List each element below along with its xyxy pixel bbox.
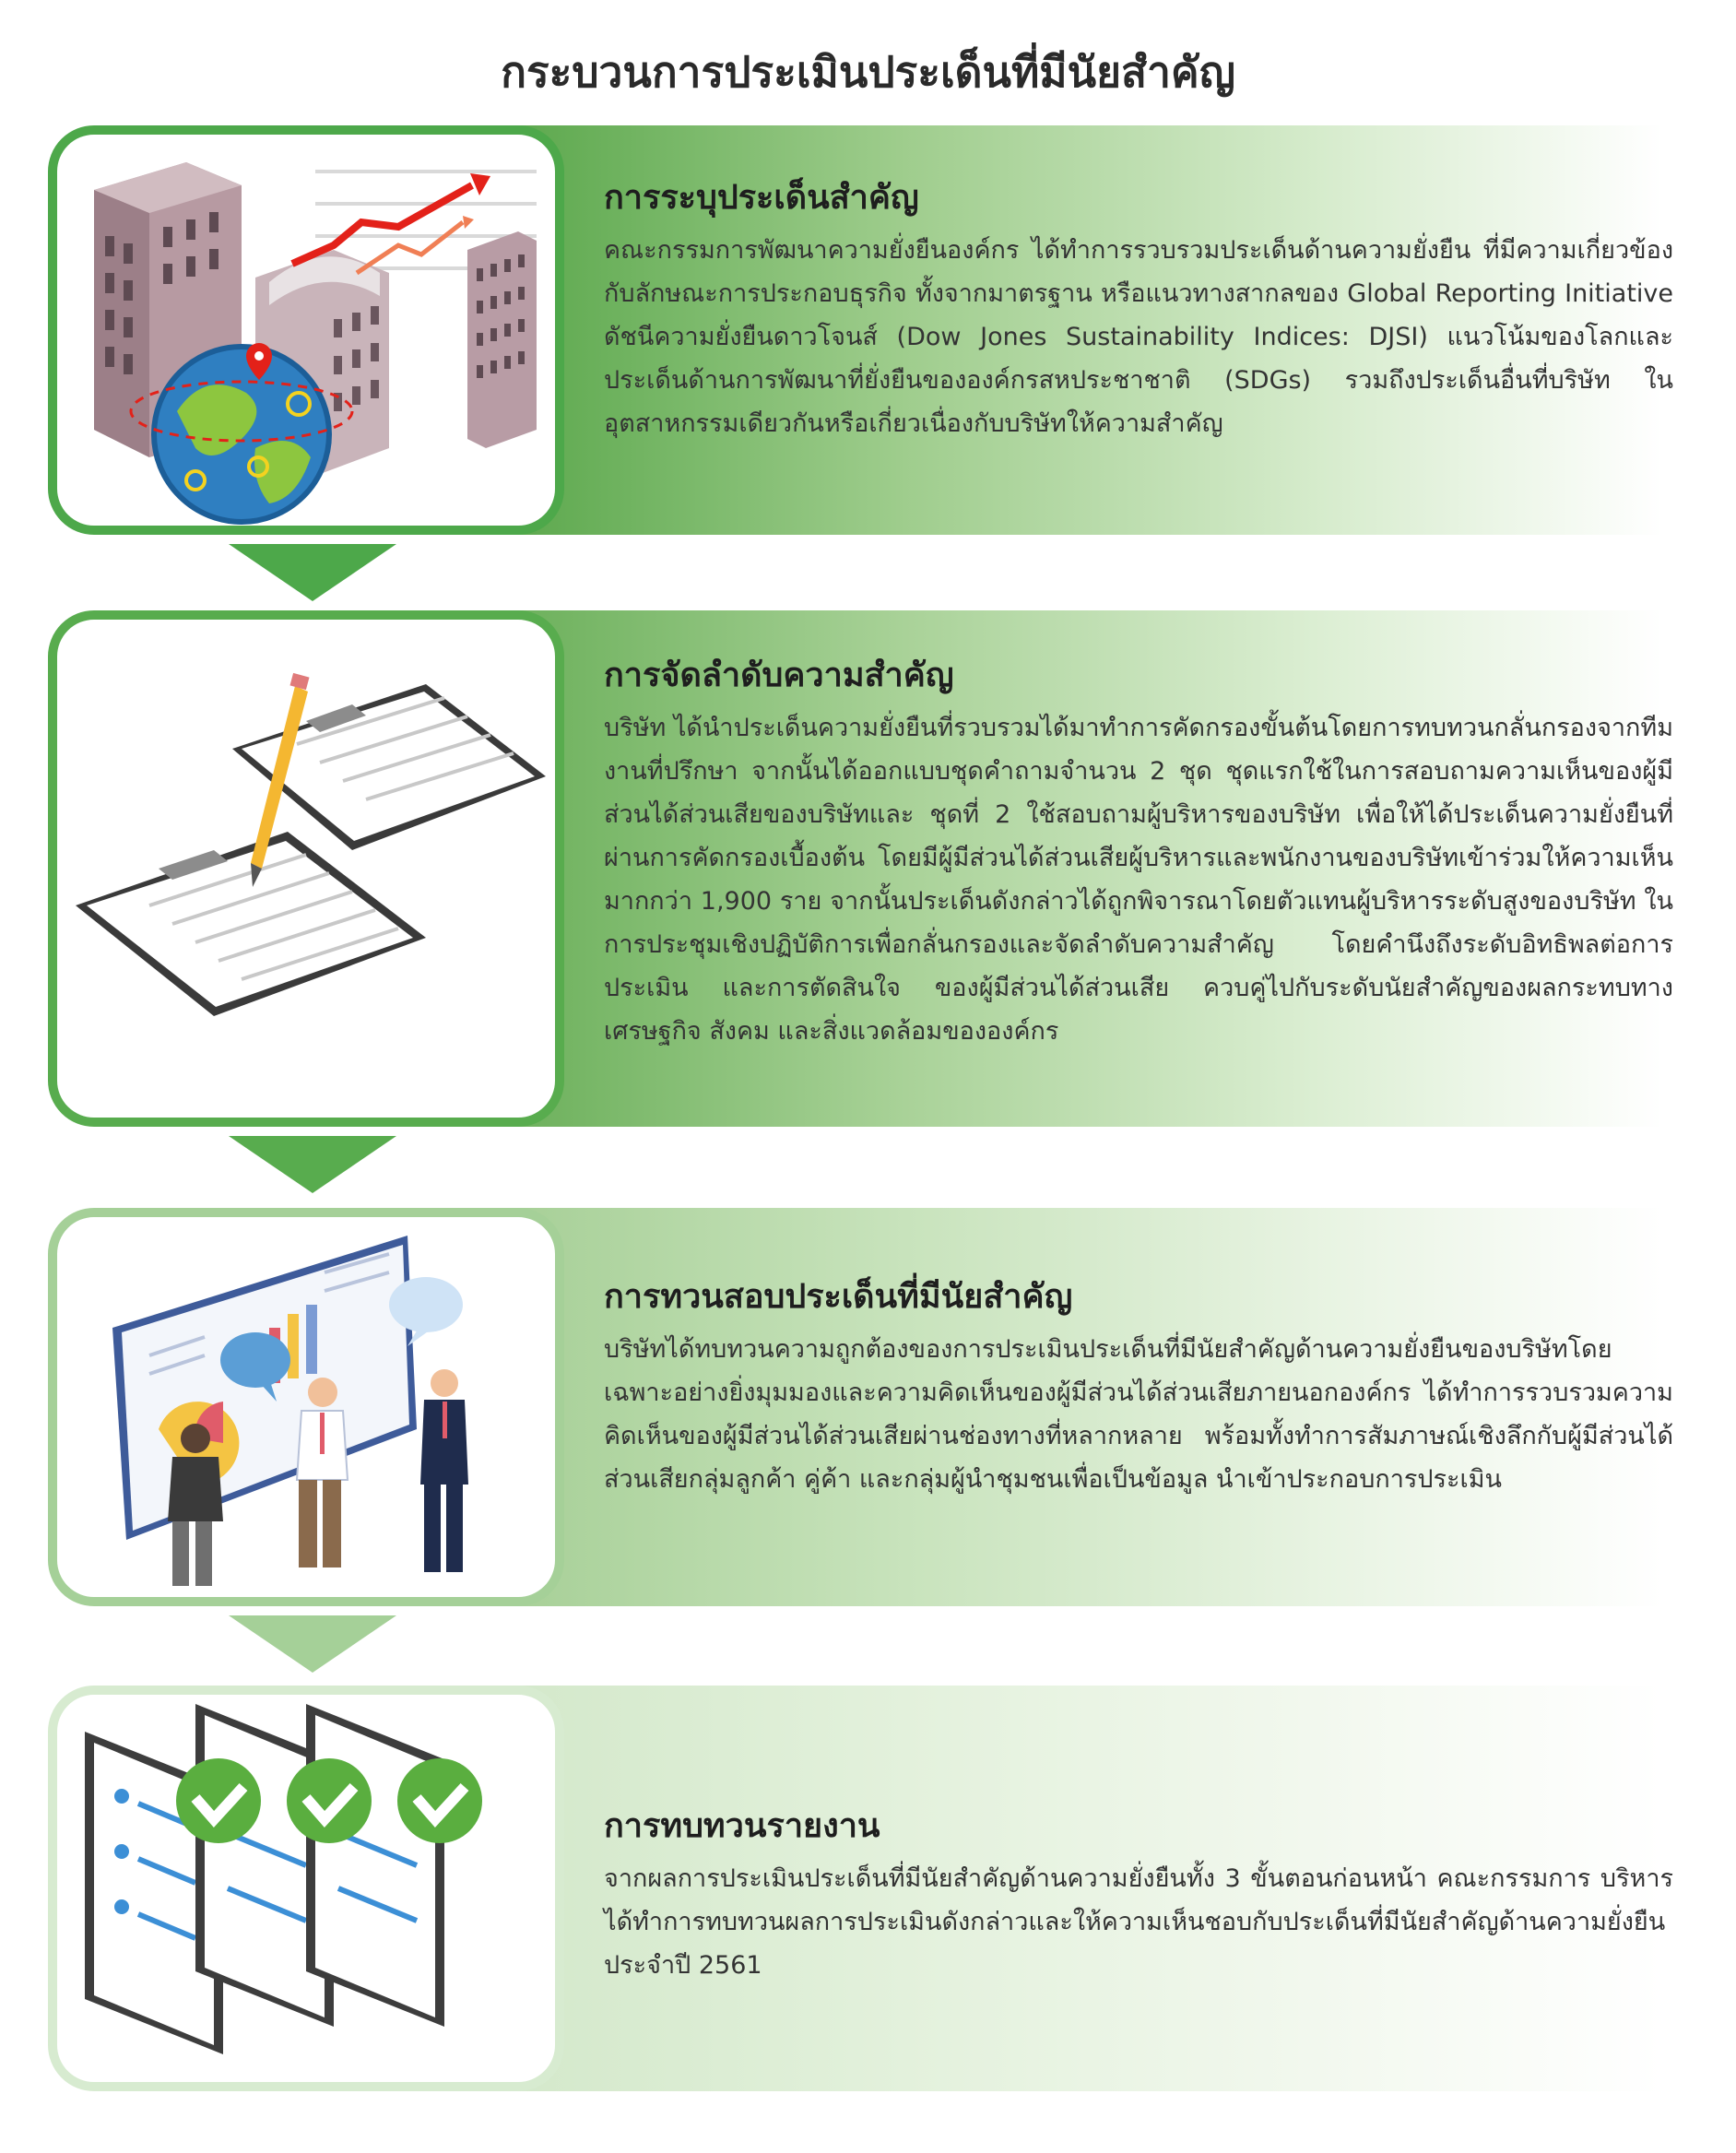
business-meeting-board-icon bbox=[57, 1217, 555, 1597]
step-description: บริษัท ได้นำประเด็นความยั่งยืนที่รวบรวมได้มาทำการคัดกรองขั้นต้นโดยการทบทวนกลั่นกรองจากทีมงานที่ปรึกษา จากนั้นได้ออกแบบชุดคำถามจำนวน 2 ชุด ชุดแรกใช้ในการสอบถามความเห็นของผู้มีส่วนได้ส่วนเสียของบริษัทและ ชุดที่ 2 ใช้สอบถามผู้บริหารของบริษัท เพื่อให้ได้ประเด็นความยั่งยืนที่ผ่านการคัดกรองเบื้องต้น โดยมีผู้มีส่วนได้ส่วนเสียผู้บริหารและพนักงานของบริษัทเข้าร่วมให้ความเห็นมากกว่า 1,900 ราย จากนั้นประเด็นดังกล่าวได้ถูกพิจารณาโดยตัวแทนผู้บริหารระดับสูงของบริษัท ในการประชุมเชิงปฏิบัติการเพื่อกลั่นกรองและจัดลำดับความสำคัญ โดยคำนึงถึงระดับอิทธิพลต่อการประเมิน และการตัดสินใจ ของผู้มีส่วนได้ส่วนเสีย ควบคู่ไปกับระดับนัยสำคัญของผลกระทบทางเศรษฐกิจ สังคม และสิ่งแวดล้อมขององค์กร bbox=[604, 714, 1673, 1046]
clipboards-pencil-icon bbox=[57, 620, 555, 1118]
step-text bbox=[604, 1805, 1673, 1987]
illustration-frame bbox=[48, 125, 564, 535]
illustration-frame bbox=[48, 1208, 564, 1606]
step-title: การจัดลำดับความสำคัญ bbox=[604, 657, 954, 694]
step-identify-issues bbox=[0, 125, 1736, 535]
illustration-frame bbox=[48, 610, 564, 1127]
step-title: การทบทวนรายงาน bbox=[604, 1807, 880, 1845]
buildings-globe-growth-icon bbox=[57, 135, 555, 526]
step-title: การทวนสอบประเด็นที่มีนัยสำคัญ bbox=[604, 1278, 1073, 1316]
page-title: กระบวนการประเมินประเด็นที่มีนัยสำคัญ bbox=[501, 47, 1235, 97]
step-verify-issues bbox=[0, 1208, 1736, 1606]
step-description: คณะกรรมการพัฒนาความยั่งยืนองค์กร ได้ทำการรวบรวมประเด็นด้านความยั่งยืน ที่มีความเกี่ยวข้องกับลักษณะการประกอบธุรกิจ ทั้งจากมาตรฐาน หรือแนวทางสากลของ Global Reporting Initiative ดัชนีความยั่งยืนดาวโจนส์ (Dow Jones Sustainability Indices: DJSI) แนวโน้มของโลกและประเด็นด้านการพัฒนาที่ยั่งยืนขององค์กรสหประชาชาติ (SDGs) รวมถึงประเด็นอื่นที่บริษัท ในอุตสาหกรรมเดียวกันหรือเกี่ยวเนื่องกับบริษัทให้ความสำคัญ bbox=[604, 236, 1673, 438]
illustration-frame bbox=[48, 1686, 564, 2091]
approved-documents-checkmark-icon bbox=[57, 1695, 555, 2082]
step-description: บริษัทได้ทบทวนความถูกต้องของการประเมินประเด็นที่มีนัยสำคัญด้านความยั่งยืนของบริษัทโดยเฉพาะอย่างยิ่งมุมมองและความคิดเห็นของผู้มีส่วนได้ส่วนเสียภายนอกองค์กร ได้ทำการรวบรวมความคิดเห็นของผู้มีส่วนได้ส่วนเสียผ่านช่องทางที่หลากหลาย พร้อมทั้งทำการสัมภาษณ์เชิงลึกกับผู้มีส่วนได้ส่วนเสียกลุ่มลูกค้า คู่ค้า และกลุ่มผู้นำชุมชนเพื่อเป็นข้อมูล นำเข้าประกอบการประเมิน bbox=[604, 1335, 1673, 1494]
step-prioritize bbox=[0, 610, 1736, 1127]
down-arrow-icon bbox=[229, 1136, 396, 1193]
step-review-report bbox=[0, 1686, 1736, 2091]
step-text bbox=[604, 655, 1673, 1053]
step-description: จากผลการประเมินประเด็นที่มีนัยสำคัญด้านความยั่งยืนทั้ง 3 ขั้นตอนก่อนหน้า คณะกรรมการ บริหารได้ทำการทบทวนผลการประเมินดังกล่าวและให้ความเห็นชอบกับประเด็นที่มีนัยสำคัญด้านความยั่งยืนประจำปี 2561 bbox=[604, 1864, 1673, 1980]
down-arrow-icon bbox=[229, 544, 396, 601]
step-text bbox=[604, 177, 1673, 445]
down-arrow-icon bbox=[229, 1615, 396, 1673]
step-text bbox=[604, 1276, 1673, 1501]
step-title: การระบุประเด็นสำคัญ bbox=[604, 179, 919, 217]
